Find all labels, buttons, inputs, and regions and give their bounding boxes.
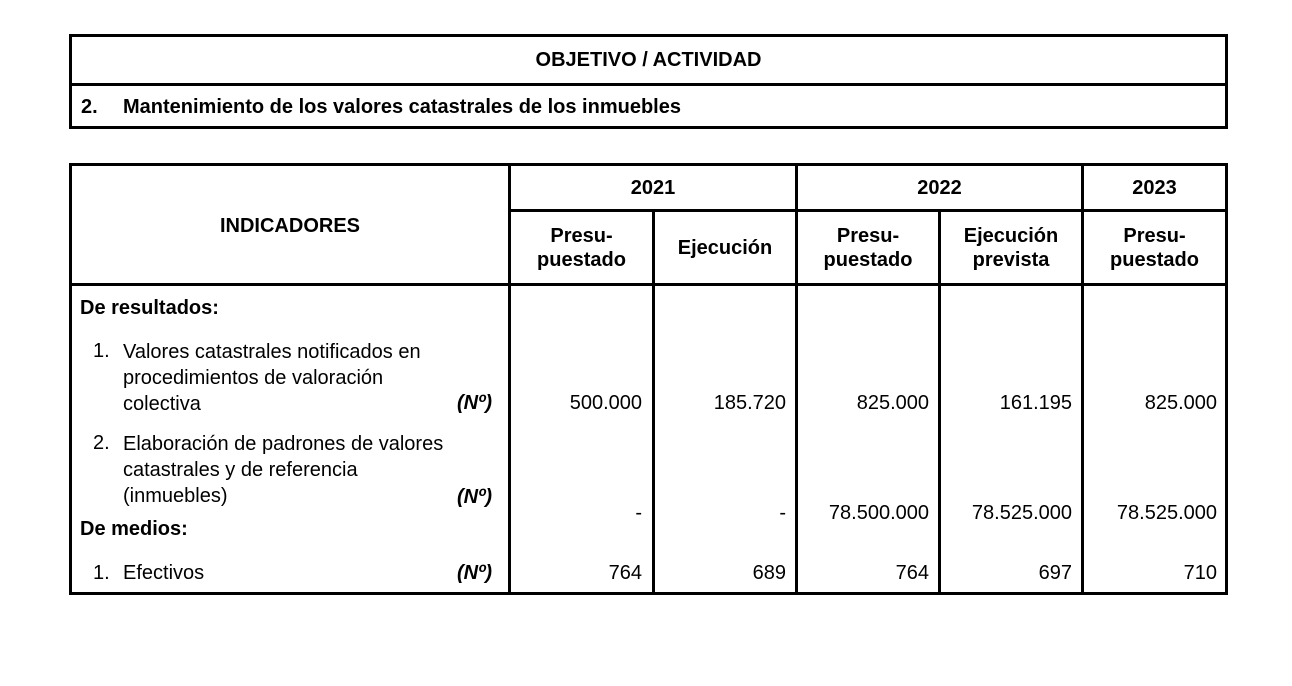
row-1-value-2022-expected: 161.195 <box>999 392 1072 414</box>
row-2-value-2022-expected: 78.525.000 <box>971 502 1072 524</box>
row-3-value-2021-execution: 689 <box>752 562 786 584</box>
row-1-value-2021-execution: 185.720 <box>713 392 786 414</box>
row-2-number: 2. <box>93 432 110 454</box>
row-2-unit: (Nº) <box>457 486 493 508</box>
objective-number: 2. <box>81 96 98 118</box>
label-line: colectiva <box>123 393 201 415</box>
indicators-header: INDICADORES <box>219 215 360 237</box>
row-1-label <box>123 339 493 417</box>
objective-row <box>72 86 1225 129</box>
row-3-number: 1. <box>93 562 110 584</box>
row-1-value-2023-budget: 825.000 <box>1144 392 1217 414</box>
objective-box <box>69 34 1228 129</box>
row-2-value-2021-execution: - <box>779 502 786 524</box>
row-divider <box>508 209 1225 212</box>
year-2022: 2022 <box>917 177 962 199</box>
year-2021: 2021 <box>630 177 676 199</box>
subheader-2022-expected <box>941 224 1081 272</box>
row-3-value-2022-budget: 764 <box>895 562 929 584</box>
subheader-2022-budget <box>798 224 938 272</box>
subheader-2021-execution <box>655 236 795 260</box>
label-line: procedimientos de valoración <box>123 367 384 389</box>
label-line: (inmuebles) <box>123 485 228 507</box>
section-means: De medios: <box>80 518 188 540</box>
subheader-line: Ejecución <box>677 237 773 259</box>
subheader-line: Presu- <box>1123 225 1186 247</box>
subheader-line: Presu- <box>550 225 613 247</box>
subheader-line: Presu- <box>836 225 900 247</box>
label-line: Valores catastrales notificados en <box>123 341 421 363</box>
subheader-line: puestado <box>1110 249 1199 271</box>
subheader-line: prevista <box>972 249 1050 271</box>
indicators-table <box>69 163 1228 595</box>
row-divider <box>72 283 1225 286</box>
row-2-label <box>123 431 493 509</box>
row-2-value-2021-budget: - <box>635 502 642 524</box>
subheader-2021-budget <box>511 224 652 272</box>
row-1-value-2021-budget: 500.000 <box>569 392 642 414</box>
row-3-value-2021-budget: 764 <box>608 562 642 584</box>
subheader-line: puestado <box>823 249 913 271</box>
row-3-value-2022-expected: 697 <box>1038 562 1072 584</box>
subheader-line: Ejecución <box>963 225 1059 247</box>
row-1-value-2022-budget: 825.000 <box>856 392 929 414</box>
section-results: De resultados: <box>80 297 219 319</box>
subheader-2023-budget <box>1084 224 1225 272</box>
year-2023: 2023 <box>1132 177 1177 199</box>
row-3-label: Efectivos <box>123 562 205 584</box>
subheader-line: puestado <box>537 249 626 271</box>
row-1-number: 1. <box>93 340 110 362</box>
row-3-unit: (Nº) <box>457 562 493 584</box>
row-2-value-2022-budget: 78.500.000 <box>828 502 929 524</box>
label-line: catastrales y de referencia <box>123 459 358 481</box>
objective-title: Mantenimiento de los valores catastrales de los inmuebles <box>123 96 681 118</box>
objective-heading: OBJETIVO / ACTIVIDAD <box>72 37 1225 86</box>
label-line: Elaboración de padrones de valores <box>123 433 444 455</box>
row-3-value-2023-budget: 710 <box>1183 562 1217 584</box>
row-1-unit: (Nº) <box>457 392 493 414</box>
row-2-value-2023-budget: 78.525.000 <box>1116 502 1217 524</box>
